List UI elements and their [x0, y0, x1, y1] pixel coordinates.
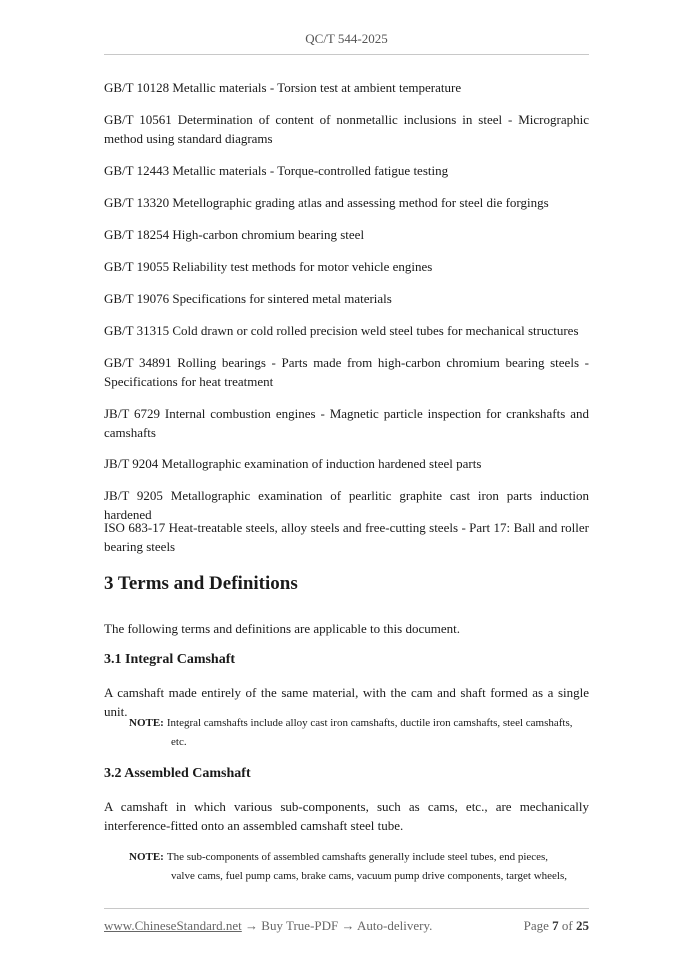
reference-item: GB/T 19055 Reliability test methods for motor vehicle engines — [104, 259, 433, 274]
note-label: NOTE: — [129, 851, 164, 863]
reference-item: JB/T 9204 Metallographic examination of induction hardened steel parts — [104, 456, 482, 471]
note-block — [129, 714, 591, 752]
footer-divider — [104, 908, 589, 909]
arrow-right-icon: → — [245, 918, 259, 933]
page-indicator — [524, 918, 589, 934]
section-heading: 3 Terms and Definitions — [104, 573, 298, 594]
note-text-continued: etc. — [171, 736, 187, 748]
page-word: Page — [523, 918, 549, 933]
note-text: Integral camshafts include alloy cast iron camshafts, ductile iron camshafts, steel camshafts, — [166, 717, 573, 729]
reference-item: GB/T 12443 Metallic materials - Torque-controlled fatigue testing — [104, 163, 449, 178]
page-number: 7 — [552, 918, 559, 933]
reference-item: ISO 683-17 Heat-treatable steels, alloy steels and free-cutting steels - Part 17: Ball and roller bearing steels — [104, 520, 589, 554]
section-intro: The following terms and definitions are applicable to this document. — [104, 621, 460, 636]
site-link[interactable]: www.ChineseStandard.net — [104, 918, 242, 933]
reference-item: JB/T 9205 Metallographic examination of pearlitic graphite cast iron parts induction hardened — [104, 488, 589, 522]
reference-item: JB/T 6729 Internal combustion engines - Magnetic particle inspection for crankshafts and camshafts — [104, 406, 589, 440]
note-block — [129, 848, 591, 886]
reference-item: GB/T 34891 Rolling bearings - Parts made from high-carbon chromium bearing steels - Specifications for heat treatment — [104, 355, 589, 389]
note-label: NOTE: — [129, 717, 164, 729]
definition-text: A camshaft in which various sub-components, such as cams, etc., are mechanically interference-fitted onto an assembled camshaft steel tube. — [104, 799, 589, 833]
definition-text: A camshaft made entirely of the same material, with the cam and shaft formed as a single unit. — [104, 685, 589, 719]
footer-links — [104, 918, 432, 934]
of-word: of — [561, 918, 573, 933]
reference-item: GB/T 18254 High-carbon chromium bearing steel — [104, 227, 365, 242]
document-code-header: QC/T 544-2025 — [305, 31, 388, 46]
subsection-heading-3-2: 3.2 Assembled Camshaft — [104, 766, 251, 781]
reference-item: GB/T 10128 Metallic materials - Torsion test at ambient temperature — [104, 80, 462, 95]
reference-item: GB/T 19076 Specifications for sintered metal materials — [104, 291, 392, 306]
reference-item: GB/T 13320 Metellographic grading atlas and assessing method for steel die forgings — [104, 195, 549, 210]
reference-item: GB/T 31315 Cold drawn or cold rolled precision weld steel tubes for mechanical structures — [104, 323, 579, 338]
note-text: The sub-components of assembled camshafts generally include steel tubes, end pieces, — [166, 851, 549, 863]
subsection-heading-3-1: 3.1 Integral Camshaft — [104, 652, 236, 667]
buy-pdf-text: Buy True-PDF — [261, 918, 339, 933]
reference-item: GB/T 10561 Determination of content of nonmetallic inclusions in steel - Micrographic method using standard diagrams — [104, 112, 589, 146]
page-total: 25 — [576, 918, 589, 933]
header-divider — [104, 54, 589, 55]
note-text-continued: valve cams, fuel pump cams, brake cams, vacuum pump drive components, target wheels, — [171, 870, 567, 882]
auto-delivery-text: Auto-delivery. — [357, 918, 433, 933]
arrow-right-icon: → — [341, 918, 355, 933]
